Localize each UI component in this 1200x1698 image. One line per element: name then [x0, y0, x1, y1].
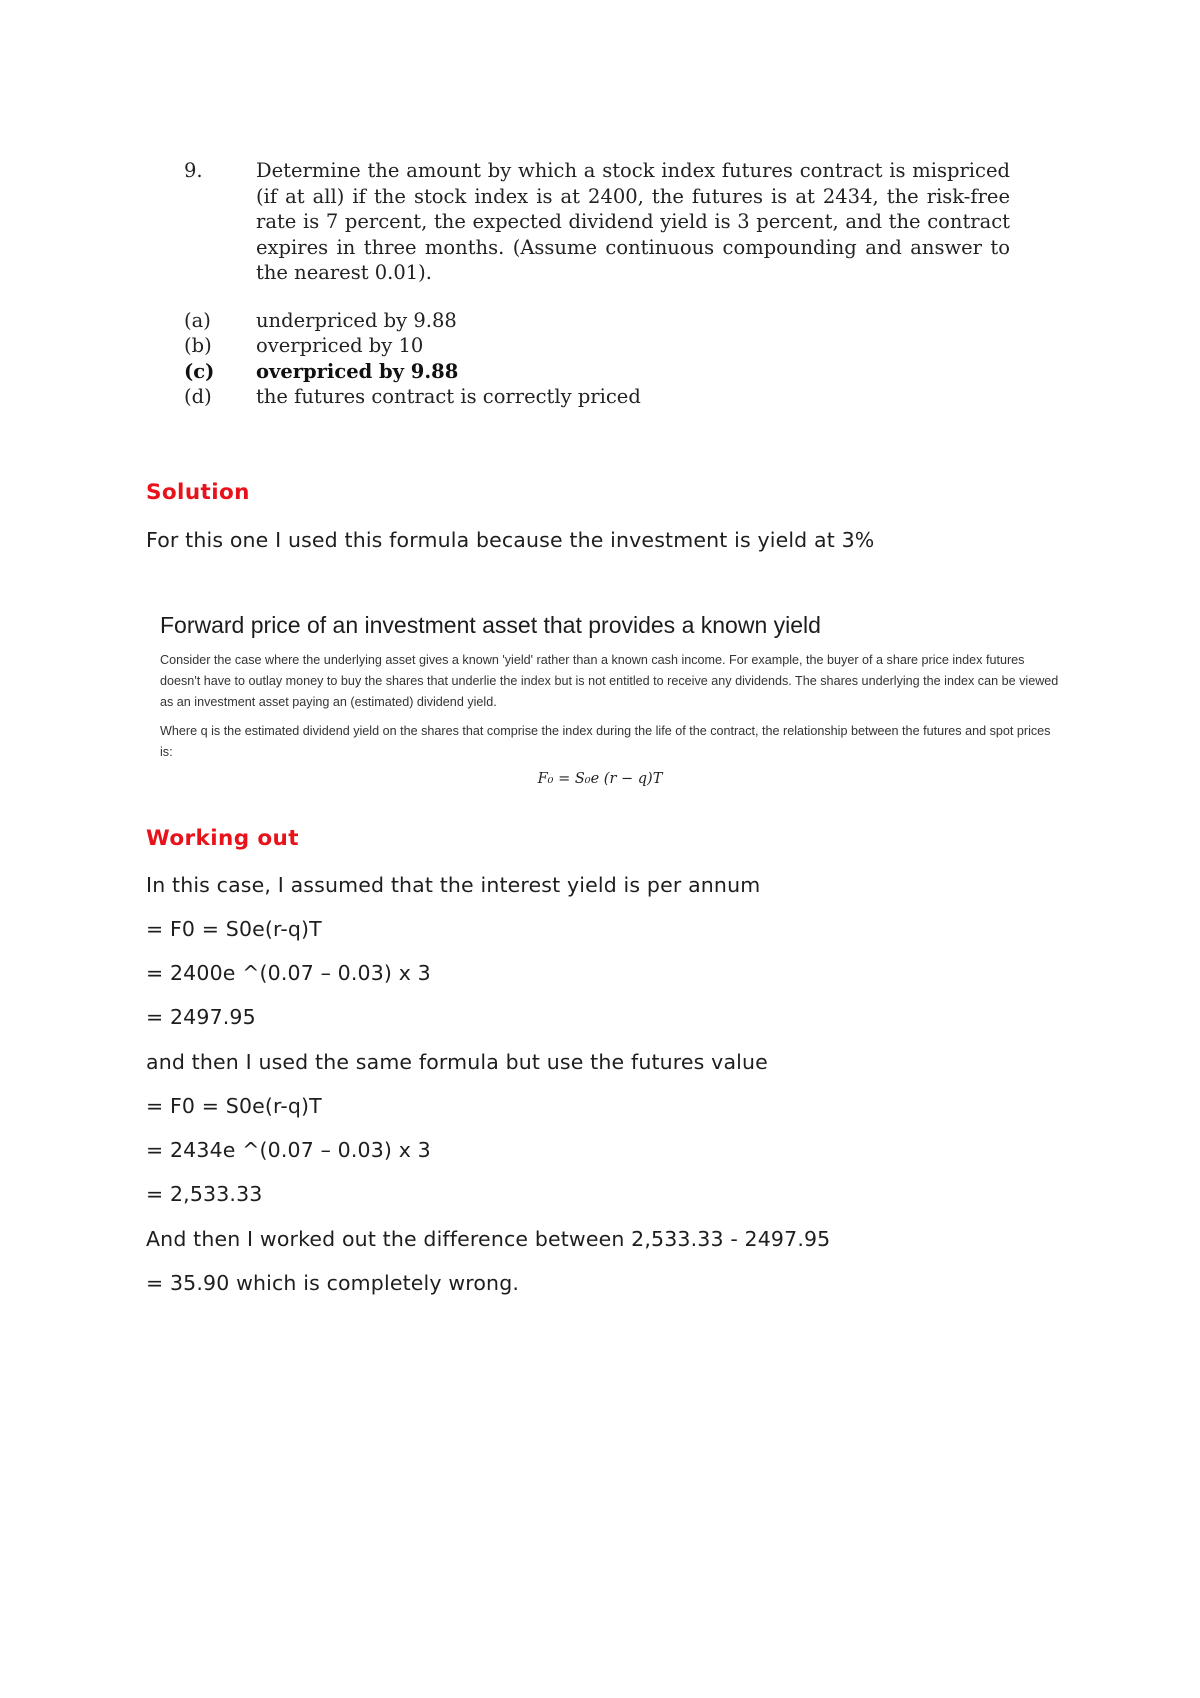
working-line: And then I worked out the difference between 2,533.33 - 2497.95 [146, 1227, 831, 1251]
excerpt-title: Forward price of an investment asset that provides a known yield [160, 612, 821, 638]
forward-price-formula: F₀ = S₀e (r − q)T [537, 771, 663, 787]
option-d [184, 384, 1010, 410]
excerpt-paragraph: Where q is the estimated dividend yield on the shares that comprise the index during the life of the contract, the relationship between the futures and spot prices is: [160, 724, 1051, 759]
question-row [184, 158, 1010, 286]
option-a [184, 308, 1010, 334]
working-line: = F0 = S0e(r-q)T [146, 1094, 322, 1118]
option-label: (b) [184, 334, 212, 357]
solution-intro: For this one I used this formula because the investment is yield at 3% [146, 528, 875, 552]
working-line: In this case, I assumed that the interest yield is per annum [146, 873, 761, 897]
option-text: the futures contract is correctly priced [256, 385, 641, 408]
question-block [184, 158, 1010, 410]
working-heading: Working out [146, 826, 299, 851]
question-text: Determine the amount by which a stock index futures contract is mispriced (if at all) if the stock index is at 2400, the futures is at 2434, the risk-free rate is 7 percent, the expected dividend yield is 3 percent, and the contract expires in three months. (Assume continuous compounding and answer to the nearest 0.01). [256, 159, 1010, 284]
answer-options [184, 308, 1010, 410]
working-line: = 2497.95 [146, 1005, 256, 1029]
option-b [184, 333, 1010, 359]
option-c-correct [184, 359, 1010, 385]
option-label: (d) [184, 385, 212, 408]
working-line: = 2,533.33 [146, 1182, 263, 1206]
option-label: (a) [184, 308, 211, 332]
working-line: = 2400e ^(0.07 – 0.03) x 3 [146, 961, 431, 985]
option-text: underpriced by 9.88 [256, 308, 457, 332]
excerpt-paragraph: Consider the case where the underlying asset gives a known 'yield' rather than a known cash income. For example, the buyer of a share price index futures doesn't have to outlay money to buy the shares that underlie the index but is not entitled to receive any dividends. The shares underlying the index can be viewed as an investment asset paying an (estimated) dividend yield. [160, 653, 1059, 709]
question-number: 9. [184, 159, 203, 182]
option-label: (c) [184, 359, 215, 383]
option-text: overpriced by 9.88 [256, 359, 459, 383]
working-line: = 2434e ^(0.07 – 0.03) x 3 [146, 1138, 431, 1162]
solution-heading: Solution [146, 480, 250, 505]
option-text: overpriced by 10 [256, 334, 424, 357]
working-line: = F0 = S0e(r-q)T [146, 917, 322, 941]
working-line: and then I used the same formula but use the futures value [146, 1050, 768, 1074]
working-line: = 35.90 which is completely wrong. [146, 1271, 520, 1295]
formula-excerpt-image [160, 610, 1060, 810]
